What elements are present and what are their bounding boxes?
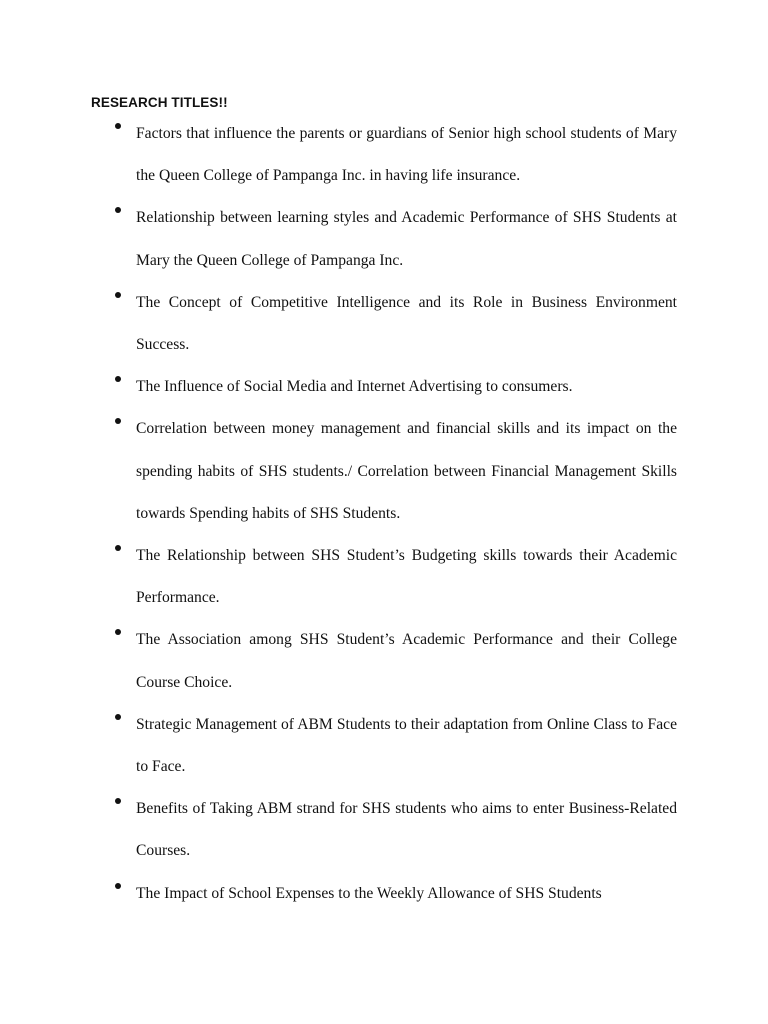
list-item [0, 704, 677, 788]
research-title: Relationship between learning styles and Academic Performance of SHS Students at Mary the Queen College of Pampanga Inc. [136, 209, 677, 269]
list-item [0, 197, 677, 281]
research-title: The Association among SHS Student’s Academic Performance and their College Course Choice. [136, 631, 677, 691]
research-title: The Influence of Social Media and Internet Advertising to consumers. [136, 378, 573, 396]
document-heading: RESEARCH TITLES!! [91, 95, 228, 110]
research-title: Factors that influence the parents or guardians of Senior high school students of Mary the Queen College of Pampanga Inc. in having life insurance. [136, 125, 677, 185]
research-title: Benefits of Taking ABM strand for SHS students who aims to enter Business-Related Courses. [136, 800, 677, 860]
bullet-icon [115, 123, 121, 129]
bullet-icon [115, 883, 121, 889]
list-item [0, 113, 677, 197]
bullet-icon [115, 545, 121, 551]
list-item [0, 619, 677, 703]
research-title: The Impact of School Expenses to the Weekly Allowance of SHS Students [136, 884, 602, 902]
research-title: The Relationship between SHS Student’s Budgeting skills towards their Academic Performance. [136, 547, 677, 607]
bullet-icon [115, 418, 121, 424]
list-item [0, 366, 677, 408]
list-item [0, 282, 677, 366]
list-item [0, 788, 677, 872]
bullet-icon [115, 207, 121, 213]
research-title: Strategic Management of ABM Students to their adaptation from Online Class to Face to Face. [136, 715, 677, 776]
bullet-icon [115, 798, 121, 804]
bullet-icon [115, 292, 121, 298]
research-titles-list [0, 126, 768, 928]
bullet-icon [115, 376, 121, 382]
list-item [0, 873, 677, 915]
bullet-icon [115, 629, 121, 635]
list-item [0, 408, 677, 535]
list-item [0, 535, 677, 619]
research-title: Correlation between money management and financial skills and its impact on the spending habits of SHS students./ Correlation between Financial Management Skills towards Spending habits of SHS Students. [136, 420, 677, 522]
research-title: The Concept of Competitive Intelligence and its Role in Business Environment Success. [136, 293, 677, 354]
bullet-icon [115, 714, 121, 720]
